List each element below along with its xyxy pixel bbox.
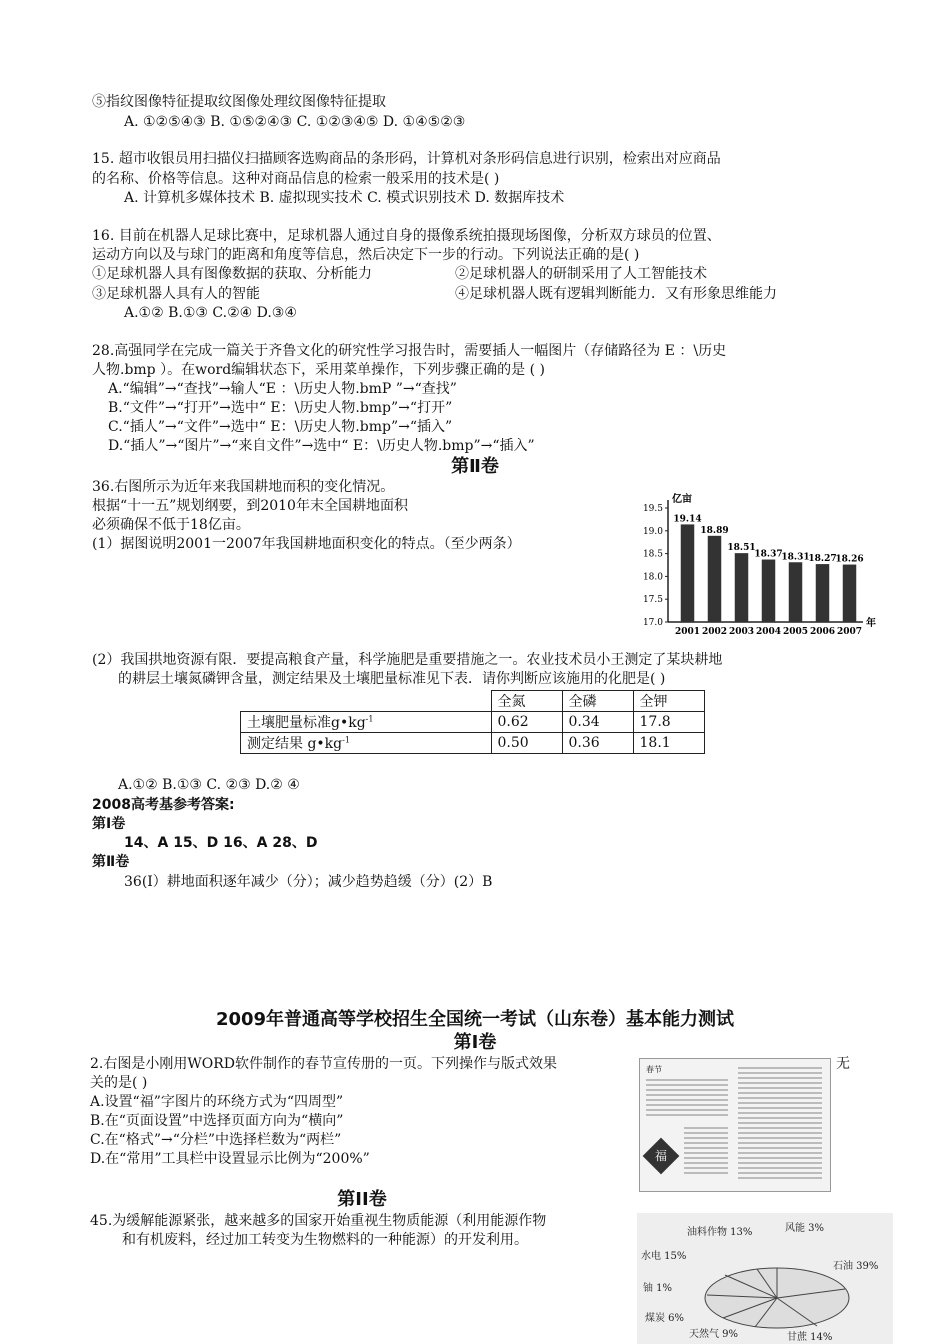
question-2-cont: 关的是( ) [90, 1075, 148, 1091]
data-label: 18.51 [727, 543, 756, 554]
table-cell: 0.62 [491, 712, 562, 733]
section-heading: 第Ⅰ卷 [453, 1032, 497, 1053]
y-tick-label: 19.5 [642, 504, 663, 514]
pie-label: 天然气 9% [689, 1329, 739, 1340]
pie-label: 铀 1% [643, 1283, 673, 1294]
answer-key: 36(Ⅰ）耕地面积逐年减少（分）；减少趋势趋缓（分）(2）B [124, 874, 493, 890]
x-tick-label: 2006 [809, 627, 836, 637]
x-tick-label: 2007 [836, 627, 863, 637]
question-28: 28.高强同学在完成一篇关于齐鲁文化的研究性学习报告时，需要插人一幅图片（存储路径为 E ：\历史 [92, 343, 727, 359]
x-tick-label: 2005 [782, 627, 809, 637]
x-tick-label: 2001 [674, 627, 701, 637]
x-axis-label: 年 [866, 618, 876, 629]
pie-label: 甘蔗 14% [787, 1332, 833, 1343]
table-header-row [241, 691, 705, 712]
row-label: 测定结果 $g•kg^{-1}$ [241, 733, 492, 754]
pie-label: 石油 39% [833, 1261, 879, 1272]
question-28-cont: 人物.bmp ）。在word编辑状态下，采用菜单操作，下列步骤正确的是 ( ) [92, 362, 545, 378]
option-d: D.“插人”→“图片”→“来自文件”→选中“ E：\历史人物.bmp”→“插入” [108, 438, 535, 454]
row-label: 土壤肥量标准$g•kg^{-1}$ [241, 712, 492, 733]
energy-pie-chart [637, 1213, 893, 1344]
pie-label: 水电 15% [641, 1251, 687, 1262]
table-header: 全氮 [491, 691, 562, 712]
bar [681, 524, 695, 622]
question-2-tail: 无 [836, 1056, 850, 1072]
bar [789, 562, 803, 622]
energy-pie-figure [637, 1213, 893, 1344]
x-tick-label: 2002 [701, 627, 728, 637]
bar [708, 536, 722, 622]
bar [843, 565, 857, 622]
y-tick-label: 19.0 [642, 526, 663, 537]
pie-label: 煤炭 6% [645, 1313, 685, 1324]
x-tick-label: 2003 [728, 627, 755, 637]
option-c: C.“插人”→“文件”→选中“ E：\历史人物.bmp”→“插入” [108, 419, 453, 435]
answer-section-1: 第Ⅰ卷 [92, 816, 126, 832]
bar [762, 560, 776, 622]
statement-3: ③足球机器人具有人的智能 [92, 286, 260, 302]
table-cell: 17.8 [633, 712, 704, 733]
table-header: 全磷 [562, 691, 633, 712]
pie-label: 风能 3% [785, 1223, 825, 1234]
table-cell: 18.1 [633, 733, 704, 754]
data-label: 18.89 [700, 525, 729, 536]
question-2: 2.右图是小刚用WORD软件制作的春节宣传册的一页。下列操作与版式效果 [90, 1056, 557, 1072]
data-label: 19.14 [673, 514, 702, 525]
table-cell: 0.34 [562, 712, 633, 733]
table-cell: 0.50 [491, 733, 562, 754]
brochure-title: 春节 [646, 1065, 662, 1074]
table-header: 全钾 [633, 691, 704, 712]
fu-character-image: 福 [643, 1138, 680, 1175]
question-15-cont: 的名称、价格等信息。这种对商品信息的检索一般采用的技术是( ) [92, 171, 500, 187]
y-tick-label: 18.0 [642, 572, 663, 583]
option-b: B.“文件”→“打开”→选中“ E：\历史人物.bmp”→“打开” [108, 400, 453, 416]
data-label: 18.37 [754, 549, 783, 560]
question-36-cont: 必须确保不低于18亿亩。 [92, 517, 250, 533]
question-36-part1: (1）据图说明2001一2007年我国耕地面积变化的特点。（至少两条） [92, 536, 521, 552]
answer-key-title: 2008高考基参考答案: [92, 797, 235, 813]
question-45-cont: 和有机废料，经过加工转变为生物燃料的一种能源）的开发利用。 [122, 1232, 528, 1248]
y-axis-label: 亿亩 [672, 494, 692, 505]
option-line: ⑤指纹图像特征提取纹图像处理纹图像特征提取 [92, 94, 386, 110]
answer-options: A.①② B.①③ C. ②③ D.② ④ [118, 777, 300, 793]
section-heading: 第II卷 [337, 1189, 387, 1210]
statement-4: ④足球机器人既有逻辑判断能力．又有形象思维能力 [455, 286, 777, 302]
answer-options: A.①② B.①③ C.②④ D.③④ [124, 305, 297, 321]
option-d: D.在“常用”工具栏中设置显示比例为“200%” [90, 1151, 370, 1167]
question-16-cont: 运动方向以及与球门的距离和角度等信息，然后决定下一步的行动。下列说法正确的是( ) [92, 247, 640, 263]
bar [816, 564, 830, 622]
bar [735, 553, 749, 622]
soil-nutrient-table [240, 690, 705, 754]
text-column [738, 1067, 822, 1179]
question-36-cont: 根据“十一五”规划纲要，到2010年末全国耕地面积 [92, 498, 408, 514]
option-c: C.在“格式”→“分栏”中选择栏数为“两栏” [90, 1132, 342, 1148]
answer-key: 14、A 15、D 16、A 28、D [124, 835, 318, 851]
table-header [241, 691, 492, 712]
answer-options: A. 计算机多媒体技术 B. 虚拟现实技术 C. 模式识别技术 D. 数据库技术 [124, 190, 565, 206]
option-a: A.“编辑”→“查找”→输人“E ：\历史人物.bmP ”→“查找” [108, 381, 457, 397]
option-a: A.设置“福”字图片的环绕方式为“四周型” [90, 1094, 344, 1110]
y-tick-label: 18.5 [642, 549, 663, 560]
exam-title: 2009年普通高等学校招生全国统一考试（山东卷）基本能力测试 [215, 1009, 735, 1030]
answer-section-2: 第Ⅱ卷 [92, 854, 130, 870]
data-label: 18.31 [781, 552, 810, 563]
option-b: B.在“页面设置”中选择页面方向为“横向” [90, 1113, 344, 1129]
question-36-part2-cont: 的耕层土壤氮磷钾含量，测定结果及土壤肥量标准见下表．请你判断应该施用的化肥是( ) [118, 671, 666, 687]
question-15: 15. 超市收银员用扫描仪扫描顾客选购商品的条形码，计算机对条形码信息进行识别，检索出对应商品 [92, 151, 721, 167]
answer-options: A. ①②⑤④③ B. ①⑤②④③ C. ①②③④⑤ D. ①④⑤②③ [124, 114, 466, 130]
farmland-bar-chart [638, 490, 878, 640]
statement-2: ②足球机器人的研制采用了人工智能技术 [455, 266, 707, 282]
brochure-thumbnail [639, 1058, 831, 1192]
data-label: 18.27 [808, 554, 837, 565]
section-heading: 第Ⅱ卷 [451, 456, 499, 477]
x-tick-label: 2004 [755, 627, 782, 637]
question-45: 45.为缓解能源紧张，越来越多的国家开始重视生物质能源（利用能源作物 [90, 1213, 547, 1229]
y-tick-label: 17.5 [642, 595, 663, 606]
data-label: 18.26 [835, 554, 864, 565]
table-row [241, 712, 705, 733]
text-column [684, 1127, 728, 1177]
question-36: 36.右图所示为近年来我国耕地而积的变化情况。 [92, 479, 395, 495]
table-cell: 0.36 [562, 733, 633, 754]
question-16: 16. 目前在机器人足球比赛中，足球机器人通过自身的摄像系统拍摄现场图像，分析双方球员的位置、 [92, 228, 721, 244]
statement-1: ①足球机器人具有图像数据的获取、分析能力 [92, 266, 372, 282]
question-36-part2: (2）我国拱地资源有限．要提高粮食产量，科学施肥是重要措施之一。农业技术员小王测定了某块耕地 [92, 652, 723, 668]
text-column [646, 1079, 728, 1119]
y-tick-label: 17.0 [642, 618, 663, 628]
table-row [241, 733, 705, 754]
pie-label: 油料作物 13% [687, 1227, 753, 1238]
